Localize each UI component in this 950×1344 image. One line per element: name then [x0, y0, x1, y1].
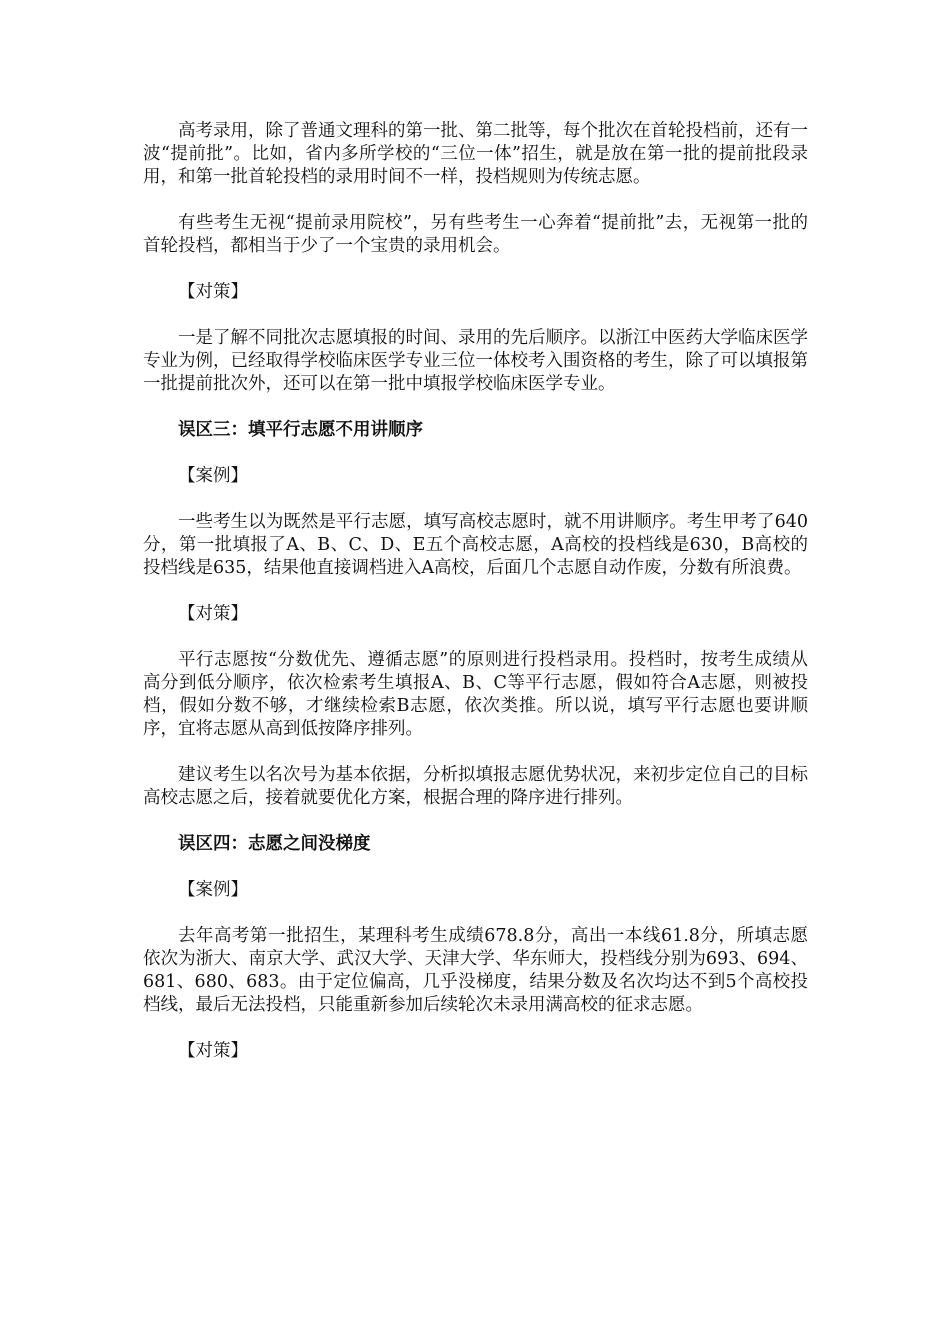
- label-case: 【案例】: [178, 466, 248, 486]
- paragraph-case-4: 去年高考第一批招生，某理科考生成绩678.8分，高出一本线61.8分，所填志愿依次为浙大、南京大学、武汉大学、天津大学、华东师大，投档线分别为693、694、681、680、683。由于定位偏高，几乎没梯度，结果分数及名次均达不到5个高校投档线，最后无法投档，只能重新参加后续轮次未录用满高校的征求志愿。: [143, 926, 808, 1015]
- paragraph-strategy-1: 一是了解不同批次志愿填报的时间、录用的先后顺序。以浙江中医药大学临床医学专业为例，已经取得学校临床医学专业三位一体校考入围资格的考生，除了可以填报第一批提前批次外，还可以在第一批中填报学校临床医学专业。: [143, 328, 808, 394]
- label-strategy: 【对策】: [178, 604, 248, 624]
- label-case: 【案例】: [178, 880, 248, 900]
- heading-misconception-3: 误区三：填平行志愿不用讲顺序: [178, 420, 423, 440]
- paragraph-ignore-early: 有些考生无视“提前录用院校”，另有些考生一心奔着“提前批”去，无视第一批的首轮投档，都相当于少了一个宝贵的录用机会。: [143, 213, 808, 256]
- paragraph-case-3: 一些考生以为既然是平行志愿，填写高校志愿时，就不用讲顺序。考生甲考了640分，第一批填报了A、B、C、D、E五个高校志愿，A高校的投档线是630，B高校的投档线是635，结果他直接调档进入A高校，后面几个志愿自动作废，分数有所浪费。: [143, 512, 808, 578]
- document-page: [143, 120, 808, 1086]
- paragraph-early-batch: 高考录用，除了普通文理科的第一批、第二批等，每个批次在首轮投档前，还有一波“提前批”。比如，省内多所学校的“三位一体”招生，就是放在第一批的提前批段录用，和第一批首轮投档的录用时间不一样，投档规则为传统志愿。: [143, 121, 808, 187]
- heading-misconception-4: 误区四：志愿之间没梯度: [178, 834, 371, 854]
- paragraph-parallel-rule: 平行志愿按“分数优先、遵循志愿”的原则进行投档录用。投档时，按考生成绩从高分到低分顺序，依次检索考生填报A、B、C等平行志愿，假如符合A志愿，则被投档，假如分数不够，才继续检索B志愿，依次类推。所以说，填写平行志愿也要讲顺序，宜将志愿从高到低按降序排列。: [143, 650, 808, 739]
- paragraph-suggestion: 建议考生以名次号为基本依据，分析拟填报志愿优势状况，来初步定位自己的目标高校志愿之后，接着就要优化方案，根据合理的降序进行排列。: [143, 765, 808, 808]
- label-strategy: 【对策】: [178, 282, 248, 302]
- label-strategy: 【对策】: [178, 1041, 248, 1061]
